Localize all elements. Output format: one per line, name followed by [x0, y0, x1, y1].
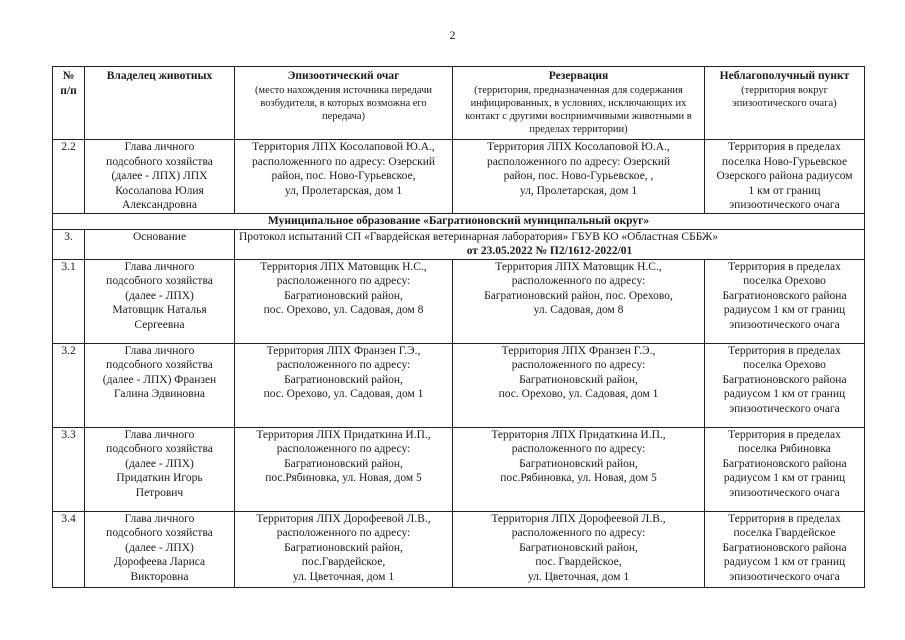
cell-line: Петрович [135, 486, 184, 499]
unsafe-area-cell [705, 259, 865, 343]
cell-line: пос. Гвардейское, [535, 556, 622, 568]
cell-line: радиусом 1 км от границ [723, 556, 846, 568]
unsafe-area-cell [705, 427, 865, 511]
header-owner: Владелец животных [85, 67, 235, 140]
cell-line: Багратионовский район, [519, 457, 638, 470]
cell-line: (далее - ЛПХ) [125, 457, 194, 470]
unsafe-area-cell [705, 511, 865, 587]
cell-line: Территория ЛПХ Франзен Г.Э., [266, 344, 421, 357]
cell-line: Территория ЛПХ Придаткина И.П., [256, 428, 431, 441]
cell-line: Территория ЛПХ Дорофеевой Л.В., [491, 512, 666, 525]
cell-line: Багратионовский район, [519, 541, 638, 554]
focus-cell [235, 140, 453, 214]
cell-line: Сергеевна [134, 318, 185, 331]
cell-line: 1 км от границ [748, 184, 821, 197]
cell-line: ул, Пролетарская, дом 1 [519, 184, 638, 197]
cell-line: ул. Цветочная, дом 1 [292, 570, 395, 583]
cell-line: эпизоотического очага [729, 318, 840, 331]
header-row [53, 67, 865, 140]
cell-line: Викторовна [130, 570, 189, 583]
cell-line: ул, Пролетарская, дом 1 [284, 184, 403, 197]
basis-row [53, 229, 865, 259]
cell-line: подсобного хозяйства [106, 359, 213, 371]
cell-line: Территория ЛПХ Матовщик Н.С., [260, 260, 427, 273]
cell-line: ул. Цветочная, дом 1 [527, 570, 630, 583]
cell-line: расположенного по адресу: [276, 527, 411, 539]
cell-line: Дорофеева Лариса [113, 556, 206, 568]
reservation-cell [453, 427, 705, 511]
cell-line: расположенного по адресу: [276, 443, 411, 455]
cell-line: расположенного по адресу: [511, 359, 646, 371]
cell-line: подсобного хозяйства [106, 443, 213, 455]
table-row [53, 511, 865, 587]
cell-line: Озерского района радиусом [716, 170, 853, 182]
cell-line: Багратионовского района [722, 541, 847, 554]
cell-line: расположенного по адресу: Озерский [486, 155, 671, 168]
cell-line: Багратионовский район, [519, 373, 638, 386]
cell-line: Багратионовского района [722, 289, 847, 302]
focus-cell [235, 259, 453, 343]
cell-line: расположенного по адресу: [511, 443, 646, 455]
focus-cell [235, 427, 453, 511]
reservation-cell [453, 140, 705, 214]
cell-line: Глава личного [124, 141, 195, 153]
header-reservation: Резервация (территория, предназначенная для содержания инфицированных, в условиях, исключающих их контакт с другими восприимчивыми животными в пределах территории) [453, 67, 705, 140]
cell-line: расположенного по адресу: Озерский [251, 155, 436, 168]
unsafe-area-cell [705, 343, 865, 427]
header-num: № п/п [53, 67, 85, 140]
basis-label: Основание [85, 229, 235, 259]
cell-line: расположенного по адресу: [276, 275, 411, 287]
unsafe-area-cell [705, 140, 865, 214]
cell-line: расположенного по адресу: [276, 359, 411, 371]
cell-line: пос. Орехово, ул. Садовая, дом 1 [498, 388, 659, 400]
cell-line: пос. Орехово, ул. Садовая, дом 1 [263, 388, 424, 400]
cell-line: расположенного по адресу: [511, 275, 646, 287]
basis-protocol: Протокол испытаний СП «Гвардейская ветеринарная лаборатория» ГБУВ КО «Областная СББЖ» от 23.05.2022 № П2/1612-2022/01 [235, 229, 865, 259]
basis-number: 3. [53, 229, 85, 259]
quarantine-table [52, 66, 865, 588]
cell-line: эпизоотического очага [729, 402, 840, 415]
cell-line: Багратионовский район, пос. Орехово, [484, 289, 673, 302]
cell-line: Багратионовский район, [284, 541, 403, 554]
cell-line: Глава личного [124, 428, 195, 441]
table-row [53, 427, 865, 511]
row-number: 3.3 [53, 427, 85, 511]
cell-line: Александровна [122, 199, 197, 211]
row-number: 3.1 [53, 259, 85, 343]
row-number: 2.2 [53, 140, 85, 214]
cell-line: подсобного хозяйства [106, 275, 213, 287]
reservation-cell [453, 343, 705, 427]
cell-line: Территория в пределах [728, 344, 841, 357]
cell-line: поселка Орехово [743, 275, 826, 287]
reservation-cell [453, 511, 705, 587]
cell-line: радиусом 1 км от границ [723, 472, 846, 484]
cell-line: пос.Рябиновка, ул. Новая, дом 5 [500, 472, 657, 484]
cell-line: (далее - ЛПХ) Франзен [102, 373, 217, 386]
cell-line: Территория ЛПХ Дорофеевой Л.В., [256, 512, 431, 525]
cell-line: Территория ЛПХ Франзен Г.Э., [501, 344, 656, 357]
owner-cell [85, 511, 235, 587]
cell-line: Косолапова Юлия [115, 184, 204, 197]
cell-line: Территория ЛПХ Косолаповой Ю.А., [487, 141, 670, 153]
cell-line: (далее - ЛПХ) ЛПХ [111, 170, 208, 182]
cell-line: Территория в пределах [728, 512, 841, 525]
cell-line: Багратионовского района [722, 457, 847, 470]
header-unsafe-area: Неблагополучный пункт (территория вокруг эпизоотического очага) [705, 67, 865, 140]
cell-line: Придаткин Игорь [116, 472, 203, 484]
owner-cell [85, 343, 235, 427]
cell-line: подсобного хозяйства [106, 527, 213, 539]
cell-line: Территория в пределах [728, 428, 841, 441]
cell-line: пос.Рябиновка, ул. Новая, дом 5 [265, 472, 422, 484]
row-number: 3.4 [53, 511, 85, 587]
cell-line: поселка Ново-Гурьевское [721, 155, 848, 168]
cell-line: радиусом 1 км от границ [723, 388, 846, 400]
cell-line: Глава личного [124, 344, 195, 357]
cell-line: эпизоотического очага [729, 486, 840, 499]
cell-line: поселка Гвардейское [733, 527, 836, 539]
cell-line: ул. Садовая, дом 8 [533, 304, 624, 316]
municipality-title: Муниципальное образование «Багратионовский муниципальный округ» [53, 213, 865, 229]
cell-line: пос.Гвардейское, [301, 556, 386, 568]
cell-line: расположенного по адресу: [511, 527, 646, 539]
reservation-cell [453, 259, 705, 343]
cell-line: район, пос. Ново-Гурьевское, , [503, 170, 654, 182]
cell-line: эпизоотического очага [729, 570, 840, 583]
cell-line: Багратионовского района [722, 373, 847, 386]
cell-line: Глава личного [124, 512, 195, 525]
cell-line: эпизоотического очага [729, 199, 840, 211]
table-row [53, 343, 865, 427]
cell-line: Багратионовский район, [284, 289, 403, 302]
table-row [53, 140, 865, 214]
cell-line: район, пос. Ново-Гурьевское, [271, 170, 416, 182]
cell-line: (далее - ЛПХ) [125, 541, 194, 554]
table-row [53, 259, 865, 343]
row-number: 3.2 [53, 343, 85, 427]
focus-cell [235, 343, 453, 427]
cell-line: Галина Эдвиновна [114, 388, 205, 400]
page-number: 2 [449, 28, 456, 42]
owner-cell [85, 427, 235, 511]
cell-line: Территория ЛПХ Придаткина И.П., [491, 428, 666, 441]
cell-line: Территория ЛПХ Матовщик Н.С., [495, 260, 662, 273]
focus-cell [235, 511, 453, 587]
owner-cell [85, 259, 235, 343]
cell-line: поселка Орехово [743, 359, 826, 371]
cell-line: поселка Рябиновка [738, 443, 831, 455]
cell-line: пос. Орехово, ул. Садовая, дом 8 [263, 304, 424, 316]
municipality-row [53, 213, 865, 229]
cell-line: подсобного хозяйства [106, 155, 213, 168]
header-focus: Эпизоотический очаг (место нахождения источника передачи возбудителя, в которых возможна его передача) [235, 67, 453, 140]
cell-line: Матовщик Наталья [112, 304, 207, 316]
cell-line: (далее - ЛПХ) [125, 289, 194, 302]
cell-line: Глава личного [124, 260, 195, 273]
cell-line: Багратионовский район, [284, 457, 403, 470]
owner-cell [85, 140, 235, 214]
cell-line: Территория в пределах [728, 260, 841, 273]
cell-line: Багратионовский район, [284, 373, 403, 386]
cell-line: радиусом 1 км от границ [723, 304, 846, 316]
cell-line: Территория в пределах [728, 141, 841, 153]
cell-line: Территория ЛПХ Косолаповой Ю.А., [252, 141, 435, 153]
